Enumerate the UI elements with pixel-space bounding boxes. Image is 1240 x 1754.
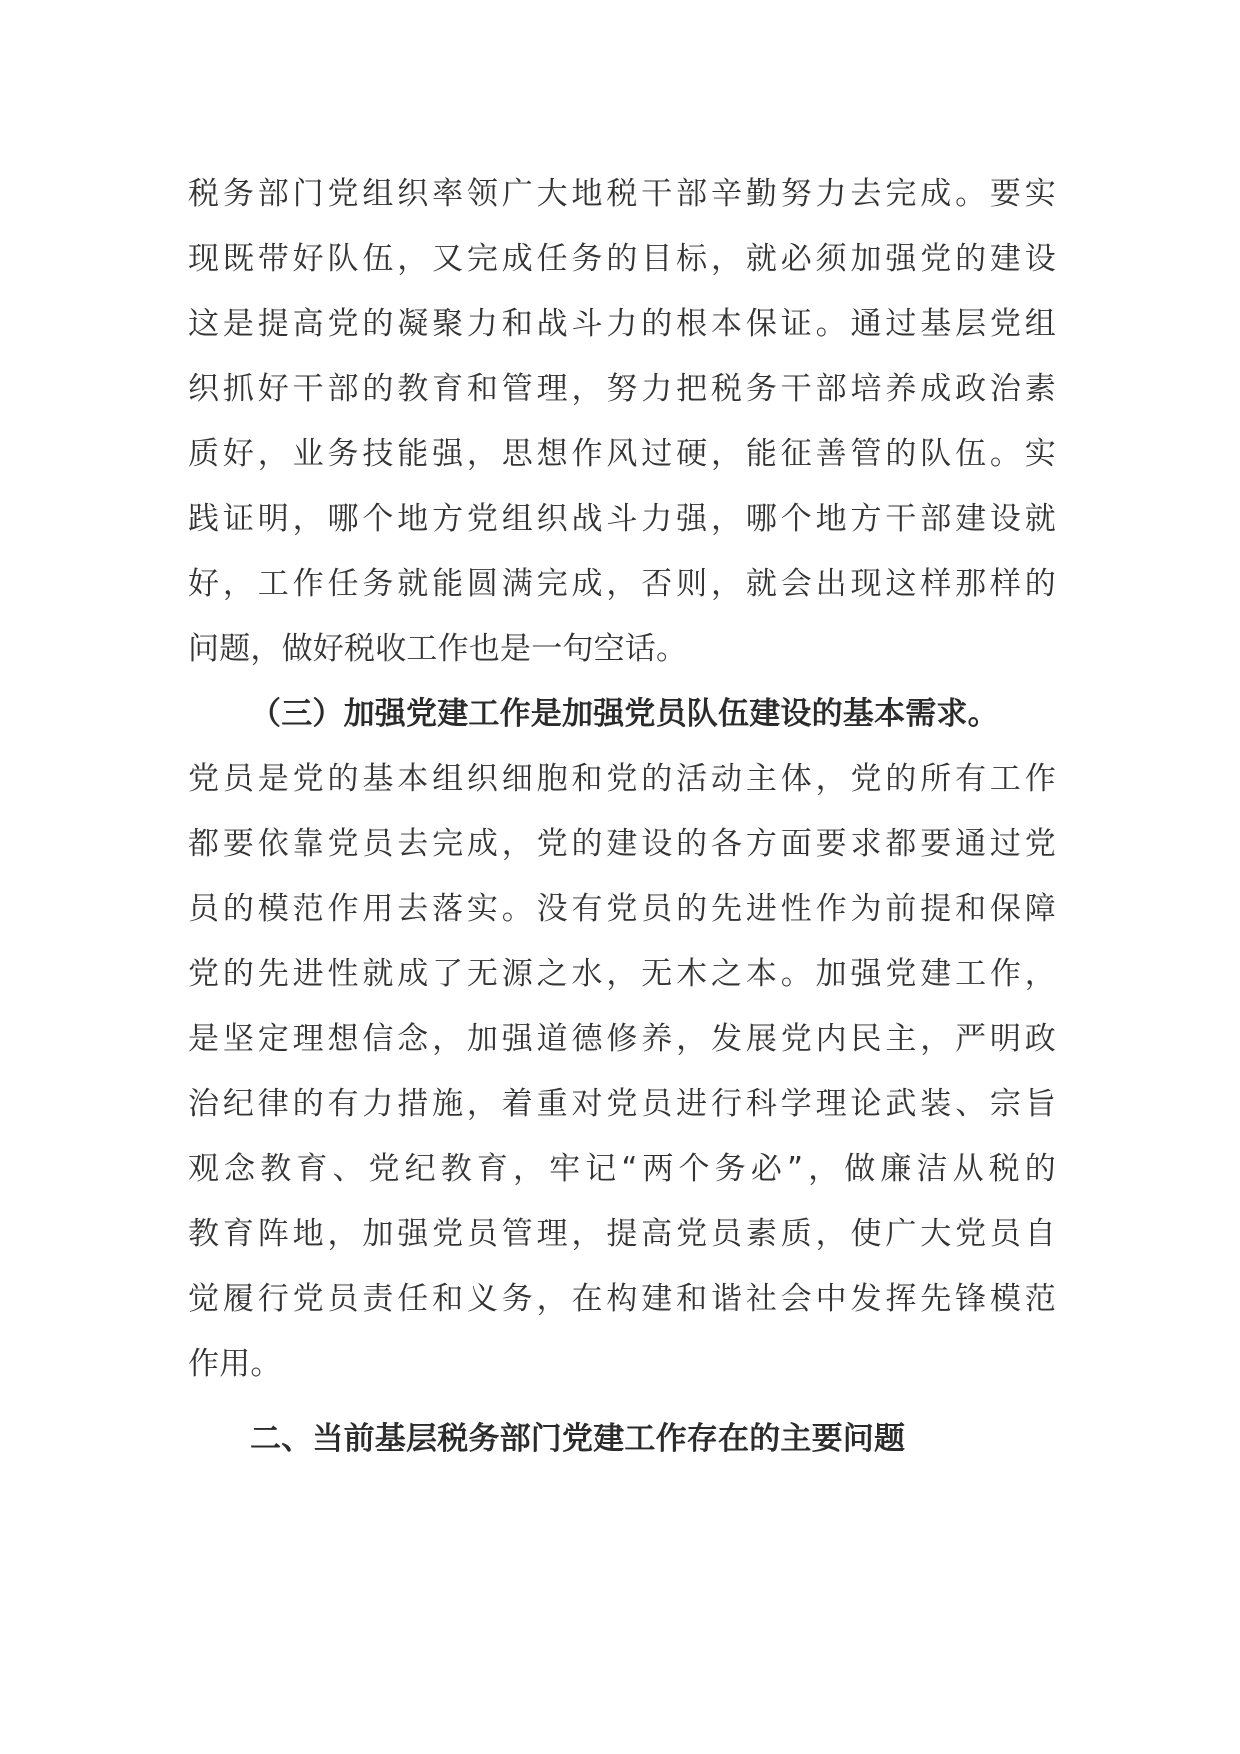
section-2: [188, 1407, 1056, 1472]
text-line: 是坚定理想信念，加强道德修养，发展党内民主，严明政: [188, 1021, 1056, 1057]
paragraph-continuation: [188, 162, 1056, 682]
spacer: [188, 1397, 1056, 1407]
document-body: [188, 162, 1056, 1472]
text-line: 觉履行党员责任和义务，在构建和谐社会中发挥先锋模范: [188, 1281, 1056, 1317]
text-line: 好，工作任务就能圆满完成，否则，就会出现这样那样的: [188, 566, 1056, 602]
subsection-3: [188, 682, 1056, 1397]
text-line: 质好，业务技能强，思想作风过硬，能征善管的队伍。实: [188, 436, 1056, 472]
text-line: 织抓好干部的教育和管理，努力把税务干部培养成政治素: [188, 371, 1056, 407]
text-line: 作用。: [188, 1346, 282, 1382]
subsection-heading: （三）加强党建工作是加强党员队伍建设的基本需求。: [250, 696, 999, 732]
section-heading: 二、当前基层税务部门党建工作存在的主要问题: [250, 1421, 906, 1457]
text-line: 这是提高党的凝聚力和战斗力的根本保证。通过基层党组: [188, 306, 1056, 342]
text-line: 党员是党的基本组织细胞和党的活动主体，党的所有工作: [188, 761, 1056, 797]
text-line: 践证明，哪个地方党组织战斗力强，哪个地方干部建设就: [188, 501, 1056, 537]
text-line: 观念教育、党纪教育，牢记“两个务必”，做廉洁从税的: [188, 1151, 1056, 1187]
text-line: 治纪律的有力措施，着重对党员进行科学理论武装、宗旨: [188, 1086, 1056, 1122]
text-line: 都要依靠党员去完成，党的建设的各方面要求都要通过党: [188, 826, 1056, 862]
text-line: 教育阵地，加强党员管理，提高党员素质，使广大党员自: [188, 1216, 1056, 1252]
text-line: 问题，做好税收工作也是一句空话。: [188, 631, 688, 667]
text-line: 党的先进性就成了无源之水，无木之本。加强党建工作，: [188, 956, 1056, 992]
text-line: 员的模范作用去落实。没有党员的先进性作为前提和保障: [188, 891, 1056, 927]
text-line: 税务部门党组织率领广大地税干部辛勤努力去完成。要实: [188, 176, 1056, 212]
text-line: 现既带好队伍，又完成任务的目标，就必须加强党的建设: [188, 241, 1056, 277]
